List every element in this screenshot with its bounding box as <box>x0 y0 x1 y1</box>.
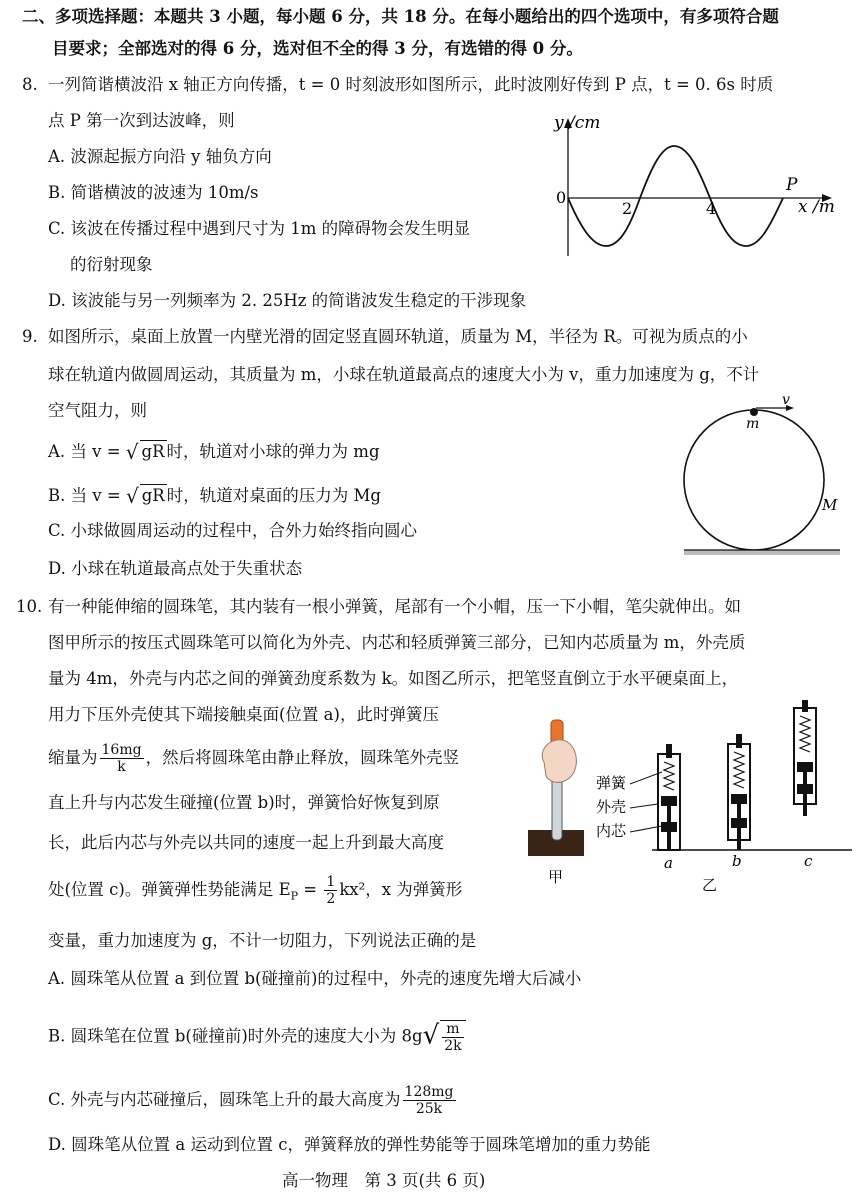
q10-stem-line5: 缩量为 $\frac{16mg}{k}$ ，然后将圆珠笔由静止释放，圆珠笔外壳竖 <box>48 742 460 775</box>
q8-option-a: A. 波源起振方向沿 y 轴负方向 <box>48 147 272 166</box>
q8-x-axis-label: x /m <box>798 197 835 217</box>
q10-pen-figure <box>522 700 852 896</box>
q10-pen-position-b <box>728 734 750 850</box>
q10-label-shell: 外壳 <box>596 798 627 816</box>
q10-label-jia: 甲 <box>548 868 564 886</box>
q10-fig-jia <box>528 720 584 886</box>
q10-option-c: C. 外壳与内芯碰撞后，圆珠笔上升的最大高度为 $\frac{128mg}{25k}$ <box>48 1084 454 1117</box>
q8-option-c-line1: C. 该波在传播过程中遇到尺寸为 1m 的障碍物会发生明显 <box>48 219 471 238</box>
q8-number: 8. <box>22 75 38 94</box>
q9-stem-line2: 球在轨道内做圆周运动，其质量为 m，小球在轨道最高点的速度大小为 v，重力加速度为 g，不计 <box>48 365 760 384</box>
q8-y-axis-label: y /cm <box>554 113 601 133</box>
section-heading-line1: 二、多项选择题：本题共 3 小题，每小题 6 分，共 18 分。在每小题给出的四个选项中，有多项符合题 <box>22 7 779 26</box>
q10-option-b: B. 圆珠笔在位置 b(碰撞前)时外壳的速度大小为 8g√ $\frac{m}{2k}$ <box>48 1020 468 1054</box>
q9-stem-line3: 空气阻力，则 <box>48 401 147 420</box>
q10-number: 10. <box>16 597 43 616</box>
q9-ball-label: m <box>746 416 760 432</box>
q8-wave-curve <box>568 146 783 246</box>
q10-option-c-fraction: $\frac{128mg}{25k}$ <box>404 1084 454 1117</box>
q8-tick-4: 4 <box>706 199 717 218</box>
q9-option-b: B. 当 v = √ gR 时，轨道对桌面的压力为 Mg <box>48 484 381 508</box>
q10-stem-line6: 直上升与内芯发生碰撞(位置 b)时，弹簧恰好恢复到原 <box>48 793 440 812</box>
q10-option-d: D. 圆珠笔从位置 a 运动到位置 c，弹簧释放的弹性势能等于圆珠笔增加的重力势能 <box>48 1135 651 1154</box>
q10-stem-line7: 长，此后内芯与外壳以共同的速度一起上升到最大高度 <box>48 833 444 852</box>
q9-ring-figure <box>676 394 846 558</box>
q9-option-d: D. 小球在轨道最高点处于失重状态 <box>48 559 303 578</box>
q8-option-c-line2: 的衍射现象 <box>70 255 153 274</box>
q9-ring-label: M <box>822 496 838 514</box>
q10-pen-position-c <box>794 700 816 816</box>
q9-number: 9. <box>22 327 38 346</box>
q10-stem-line1: 有一种能伸缩的圆珠笔，其内装有一根小弹簧，尾部有一个小帽，压一下小帽，笔尖就伸出。如 <box>48 597 741 616</box>
q8-point-p: P <box>786 175 798 195</box>
q10-stem-line9: 变量，重力加速度为 g，不计一切阻力，下列说法正确的是 <box>48 931 477 950</box>
q9-table <box>684 550 840 555</box>
q10-label-c: c <box>804 852 813 870</box>
page-footer: 高一物理 第 3 页(共 6 页) <box>282 1171 486 1190</box>
q10-compression-fraction: $\frac{16mg}{k}$ <box>101 742 142 775</box>
q9-stem-line1: 如图所示，桌面上放置一内壁光滑的固定竖直圆环轨道，质量为 M，半径为 R。可视为质点的小 <box>48 327 748 346</box>
q8-stem-line1: 一列简谐横波沿 x 轴正方向传播，t = 0 时刻波形如图所示，此时波刚好传到 P 点，t = 0. 6s 时质 <box>48 75 774 94</box>
q8-stem-line2: 点 P 第一次到达波峰，则 <box>48 111 235 130</box>
q10-stem-line3: 量为 4m，外壳与内芯之间的弹簧劲度系数为 k。如图乙所示，把笔竖直倒立于水平硬桌面上， <box>48 669 739 688</box>
q8-tick-2: 2 <box>622 199 633 218</box>
q10-stem-line2: 图甲所示的按压式圆珠笔可以简化为外壳、内芯和轻质弹簧三部分，已知内芯质量为 m，外壳质 <box>48 633 746 652</box>
q10-stem-line4: 用力下压外壳使其下端接触桌面(位置 a)，此时弹簧压 <box>48 705 439 724</box>
q10-label-spring: 弹簧 <box>596 774 627 792</box>
q10-label-core: 内芯 <box>596 822 627 840</box>
q10-label-a: a <box>664 854 673 872</box>
q9-option-a: A. 当 v = √ gR 时，轨道对小球的弹力为 mg <box>48 440 380 464</box>
q8-origin-label: 0 <box>556 188 567 207</box>
q10-pen-position-a <box>658 744 680 850</box>
q10-option-a: A. 圆珠笔从位置 a 到位置 b(碰撞前)的过程中，外壳的速度先增大后减小 <box>48 969 582 988</box>
section-heading-line2: 目要求；全部选对的得 6 分，选对但不全的得 3 分，有选错的得 0 分。 <box>52 39 583 58</box>
q9-ball <box>750 408 758 416</box>
q9-velocity-label: v <box>782 394 790 408</box>
q8-option-d: D. 该波能与另一列频率为 2. 25Hz 的简谐波发生稳定的干涉现象 <box>48 291 527 310</box>
q8-option-b: B. 简谐横波的波速为 10m/s <box>48 183 259 202</box>
q10-half-fraction: $\frac{1}{2}$ <box>326 874 336 907</box>
q10-option-b-fraction: $\frac{m}{2k}$ <box>440 1020 465 1054</box>
q10-label-yi: 乙 <box>702 876 718 894</box>
q8-wave-figure <box>540 106 840 266</box>
q9-option-c: C. 小球做圆周运动的过程中，合外力始终指向圆心 <box>48 521 418 540</box>
q10-stem-line8: 处(位置 c)。弹簧弹性势能满足 $E_P$ = $\frac{1}{2}$ kx²，x 为弹簧形 <box>48 874 463 907</box>
q10-label-b: b <box>732 852 742 870</box>
